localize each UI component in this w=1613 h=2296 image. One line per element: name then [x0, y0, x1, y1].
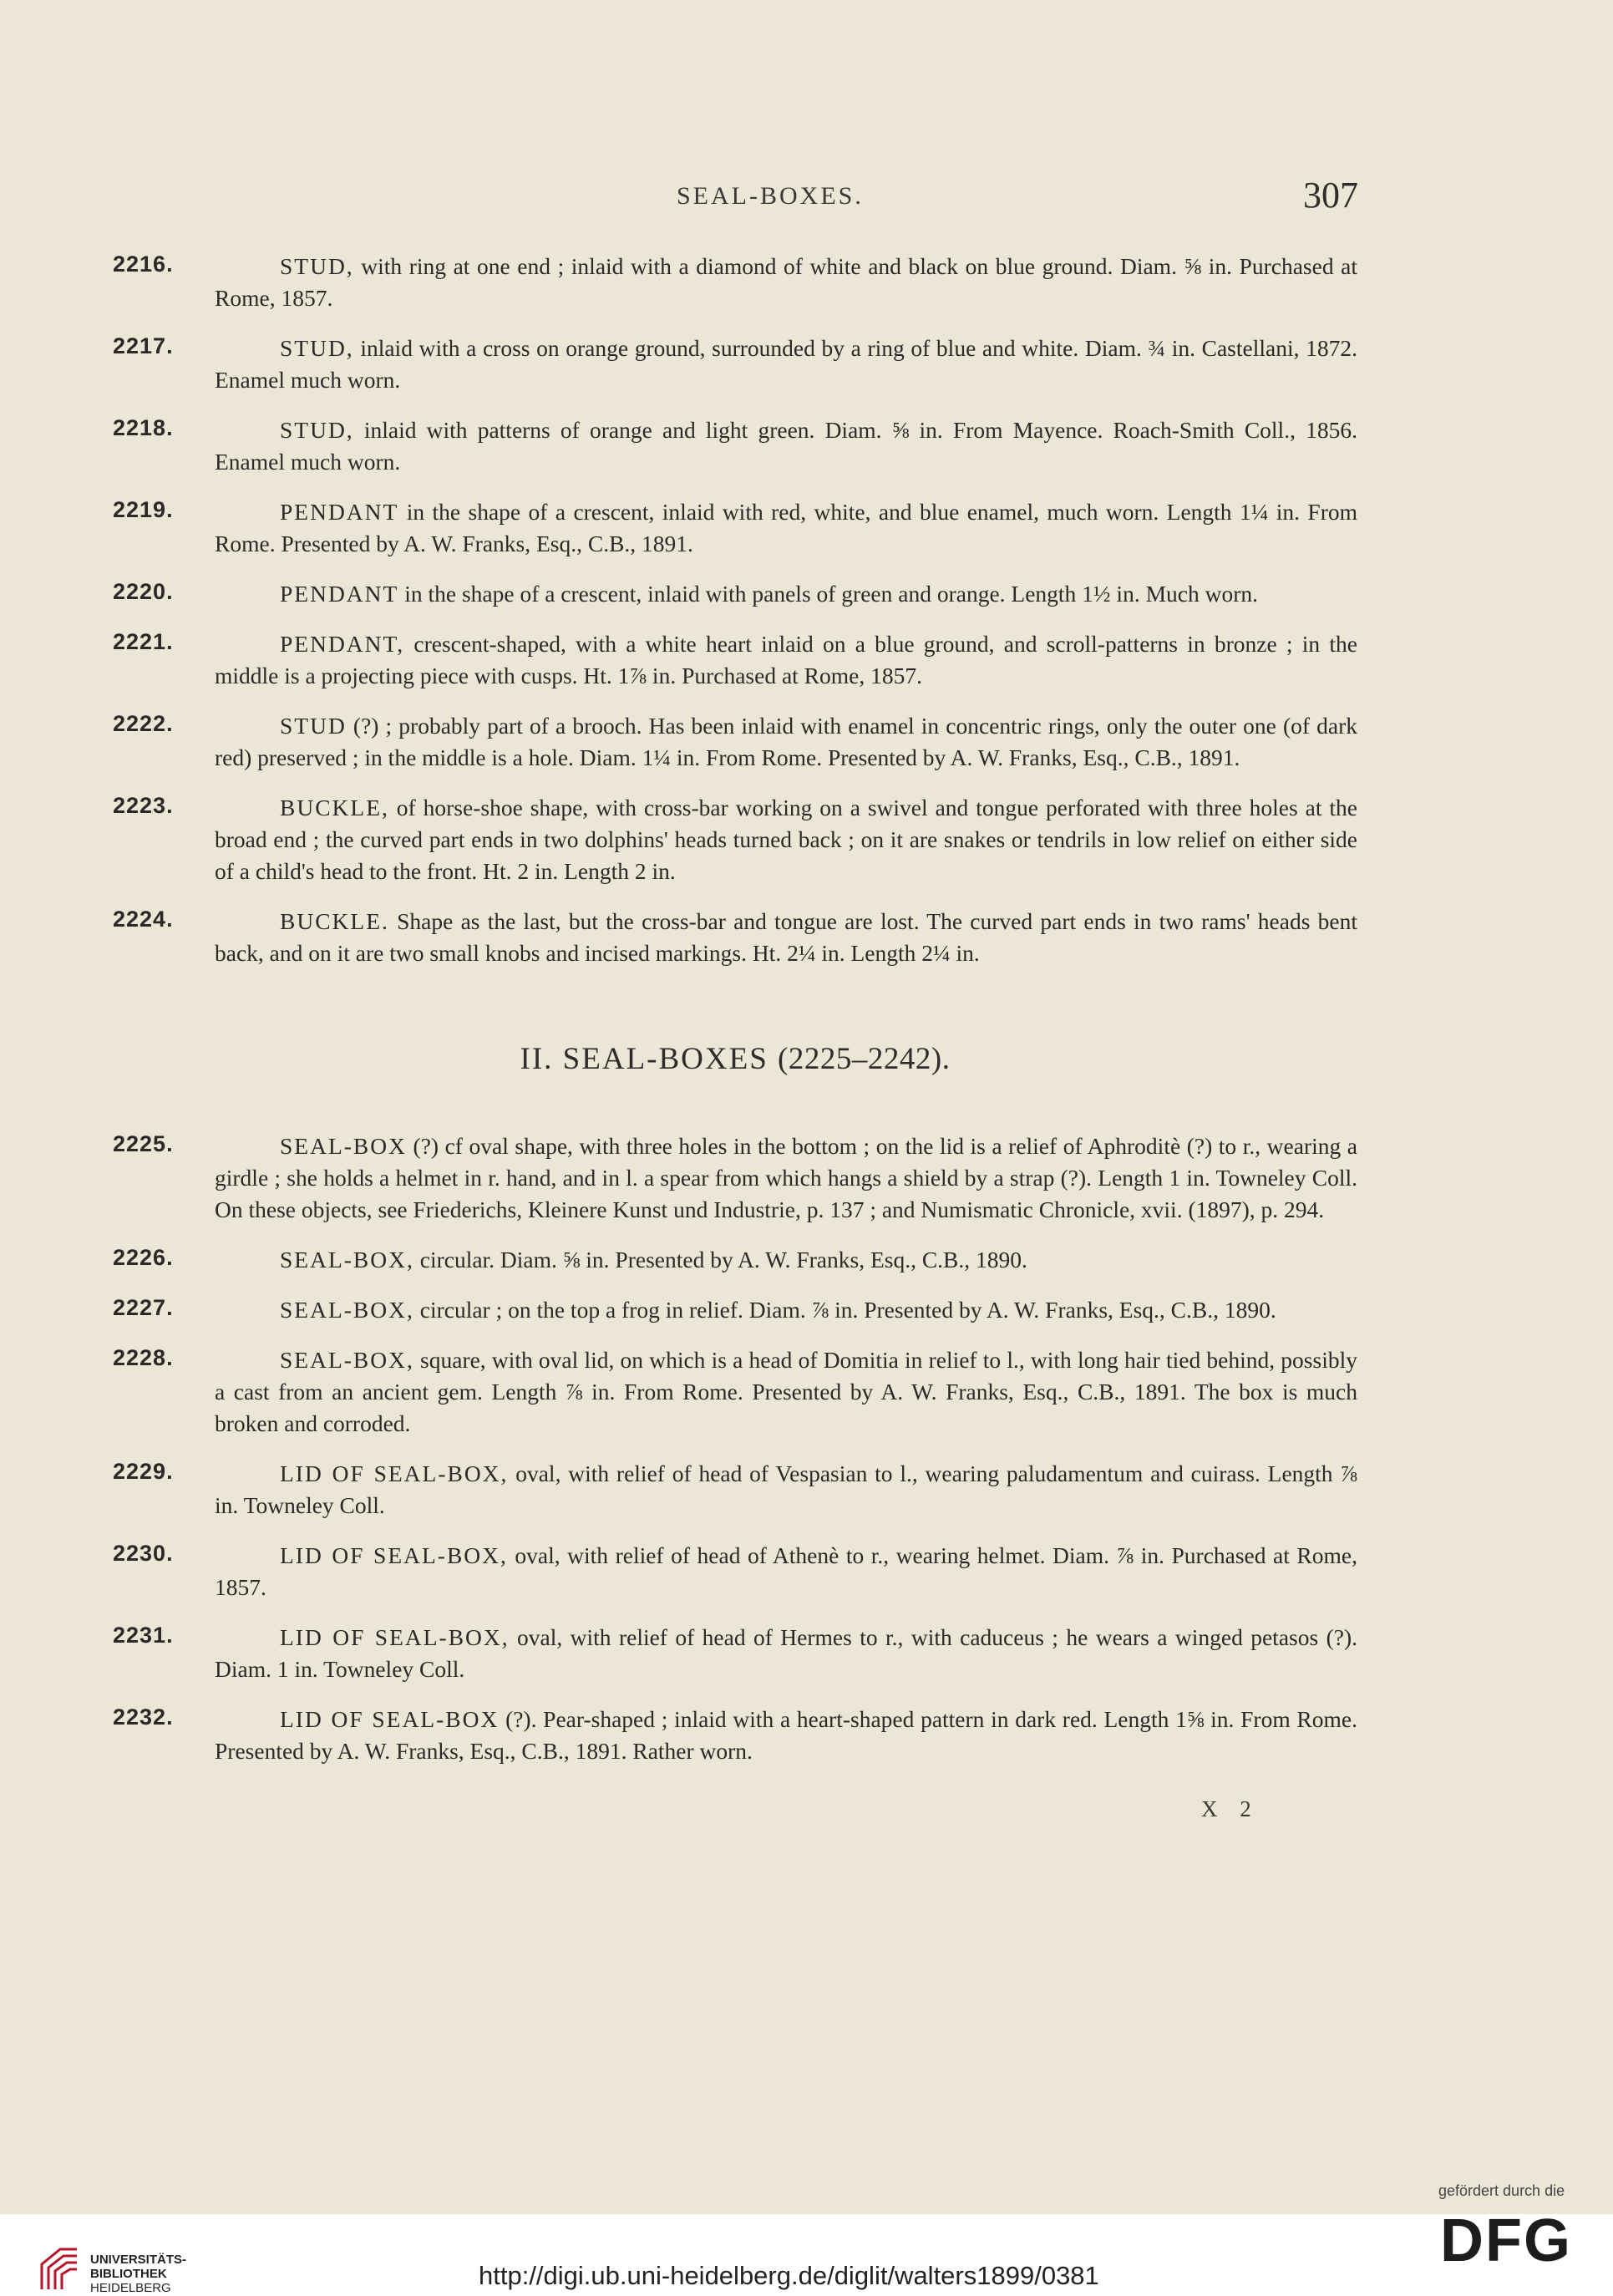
entry-description: inlaid with a cross on orange ground, surrounded by a ring of blue and white. Diam. ¾ in. Castellani, 1872. Enamel much worn.	[215, 335, 1357, 393]
entry-number: 2232.	[113, 1704, 174, 1730]
catalogue-entry	[113, 251, 1357, 314]
entry-description: in the shape of a crescent, inlaid with panels of green and orange. Length 1½ in. Much worn.	[398, 581, 1258, 607]
funding-label: gefördert durch die	[1438, 2182, 1565, 2199]
catalogue-entry	[113, 1704, 1357, 1767]
entry-heading: SEAL-BOX	[280, 1133, 407, 1159]
entry-body	[215, 1244, 1357, 1276]
entry-number: 2216.	[113, 251, 174, 277]
library-line-1: UNIVERSITÄTS-	[90, 2253, 187, 2267]
entry-heading: PENDANT	[280, 499, 399, 525]
entry-heading: LID OF SEAL-BOX,	[280, 1624, 510, 1650]
catalogue-entry	[113, 906, 1357, 969]
entry-heading: SEAL-BOX,	[280, 1297, 414, 1323]
entry-body	[215, 1458, 1357, 1521]
dfg-logo: DFG	[1440, 2207, 1572, 2274]
entry-number: 2224.	[113, 907, 174, 932]
catalogue-entry	[113, 333, 1357, 396]
running-title: SEAL-BOXES.	[677, 182, 864, 210]
entry-number: 2219.	[113, 497, 174, 522]
entry-number: 2221.	[113, 629, 174, 654]
entry-heading: BUCKLE.	[280, 908, 389, 934]
running-head	[0, 174, 1613, 224]
entry-description: of horse-shoe shape, with cross-bar working on a swivel and tongue perforated with three holes at the broad end ; the curved part ends in two dolphins' heads turned back ; on it are snakes or tendrils in low relief on either side of a child's head to the front. Ht. 2 in. Length 2 in.	[215, 795, 1357, 884]
entry-description: (?). Pear-shaped ; inlaid with a heart-shaped pattern in dark red. Length 1⅝ in. From Rome. Presented by A. W. Franks, Esq., C.B., 1891. Rather worn.	[215, 1706, 1357, 1764]
entry-heading: STUD,	[280, 335, 354, 361]
catalogue-entry	[113, 628, 1357, 692]
entry-heading: BUCKLE,	[280, 795, 389, 820]
entry-body	[215, 792, 1357, 887]
library-line-3: HEIDELBERG	[90, 2281, 171, 2295]
catalogue-entry	[113, 710, 1357, 774]
entry-body	[215, 333, 1357, 396]
entry-description: Shape as the last, but the cross-bar and tongue are lost. The curved part ends in two rams' heads bent back, and on it are two small knobs and incised markings. Ht. 2¼ in. Length 2¼ in.	[215, 908, 1357, 966]
entry-number: 2227.	[113, 1295, 174, 1320]
entry-heading: LID OF SEAL-BOX	[280, 1706, 500, 1732]
entry-body	[215, 496, 1357, 560]
library-name	[90, 2253, 186, 2295]
entry-number: 2225.	[113, 1131, 174, 1156]
entry-heading: PENDANT	[280, 581, 399, 607]
entry-heading: STUD	[280, 713, 347, 739]
entry-body	[215, 1130, 1357, 1226]
entry-description: oval, with relief of head of Athenè to r., wearing helmet. Diam. ⅞ in. Purchased at Rome, 1857.	[215, 1542, 1357, 1600]
entry-number: 2220.	[113, 579, 174, 604]
entry-body	[215, 906, 1357, 969]
entry-body	[215, 1622, 1357, 1685]
entry-description: (?) ; probably part of a brooch. Has been inlaid with enamel in concentric rings, only the outer one (of dark red) preserved ; in the middle is a hole. Diam. 1¼ in. From Rome. Presented by A. W. Franks, Esq., C.B., 1891.	[215, 713, 1357, 770]
entry-number: 2231.	[113, 1623, 174, 1648]
footer-bar	[0, 2214, 1613, 2296]
entry-body	[215, 578, 1357, 610]
entry-heading: STUD,	[280, 253, 354, 279]
entry-description: circular ; on the top a frog in relief. Diam. ⅞ in. Presented by A. W. Franks, Esq., C.B., 1890.	[413, 1297, 1276, 1323]
entry-body	[215, 1704, 1357, 1767]
entry-description: in the shape of a crescent, inlaid with red, white, and blue enamel, much worn. Length 1¼ in. From Rome. Presented by A. W. Franks, Esq., C.B., 1891.	[215, 499, 1357, 556]
entry-description: square, with oval lid, on which is a head of Domitia in relief to l., with long hair tied behind, possibly a cast from an ancient gem. Length ⅞ in. From Rome. Presented by A. W. Franks, Esq., C.B., 1891. The box is much broken and corroded.	[215, 1347, 1357, 1436]
entry-description: circular. Diam. ⅝ in. Presented by A. W. Franks, Esq., C.B., 1890.	[413, 1247, 1027, 1272]
entry-heading: LID OF SEAL-BOX,	[280, 1542, 508, 1568]
entry-body	[215, 710, 1357, 774]
entry-heading: LID OF SEAL-BOX,	[280, 1460, 509, 1486]
entry-body	[215, 1344, 1357, 1440]
entry-description: oval, with relief of head of Vespasian to l., wearing paludamentum and cuirass. Length ⅞ in. Towneley Coll.	[215, 1460, 1357, 1518]
entry-number: 2230.	[113, 1541, 174, 1566]
library-line-2: BIBLIOTHEK	[90, 2267, 167, 2281]
entry-number: 2218.	[113, 415, 174, 440]
entry-description: with ring at one end ; inlaid with a diamond of white and black on blue ground. Diam. ⅝ in. Purchased at Rome, 1857.	[215, 253, 1357, 311]
entry-body	[215, 1540, 1357, 1603]
entries-before-section	[113, 251, 1357, 969]
catalogue-entry	[113, 578, 1357, 610]
entries-after-section	[113, 1130, 1357, 1767]
entry-heading: PENDANT,	[280, 631, 405, 657]
permalink-url[interactable]: http://digi.ub.uni-heidelberg.de/diglit/walters1899/0381	[479, 2261, 1099, 2290]
catalogue-entry	[113, 1622, 1357, 1685]
entry-body	[215, 1294, 1357, 1326]
entry-number: 2229.	[113, 1459, 174, 1484]
catalogue-entry	[113, 1294, 1357, 1326]
section-title: II. SEAL-BOXES	[520, 1042, 768, 1076]
entry-description: (?) cf oval shape, with three holes in the bottom ; on the lid is a relief of Aphroditè (?) to r., wearing a girdle ; she holds a helmet in r. hand, and in l. a spear from which hangs a shield by a strap (?). Length 1 in. Towneley Coll. On these objects, see Friederichs, Kleinere Kunst und Industrie, p. 137 ; and Numismatic Chronicle, xvii. (1897), p. 294.	[215, 1133, 1357, 1222]
signature-mark: X 2	[1201, 1796, 1260, 1821]
entry-heading: SEAL-BOX,	[280, 1347, 414, 1373]
catalogue-entry	[113, 1244, 1357, 1276]
entry-number: 2222.	[113, 711, 174, 736]
entry-description: inlaid with patterns of orange and light green. Diam. ⅝ in. From Mayence. Roach-Smith Coll., 1856. Enamel much worn.	[215, 417, 1357, 475]
entry-body	[215, 628, 1357, 692]
entry-number: 2228.	[113, 1345, 174, 1370]
entry-description: crescent-shaped, with a white heart inlaid on a blue ground, and scroll-patterns in bronze ; in the middle is a projecting piece with cusps. Ht. 1⅞ in. Purchased at Rome, 1857.	[215, 631, 1357, 688]
entry-number: 2226.	[113, 1245, 174, 1270]
catalogue-entry	[113, 1344, 1357, 1440]
catalogue-entry	[113, 792, 1357, 887]
entry-heading: STUD,	[280, 417, 354, 443]
library-logo-icon	[38, 2246, 80, 2293]
catalogue-entry	[113, 1458, 1357, 1521]
catalogue-entry	[113, 1130, 1357, 1226]
section-heading	[113, 1041, 1357, 1077]
page-number: 307	[1303, 175, 1358, 216]
catalogue-entry	[113, 414, 1357, 478]
catalogue-entry	[113, 1540, 1357, 1603]
section-range: (2225–2242).	[778, 1042, 951, 1076]
entry-heading: SEAL-BOX,	[280, 1247, 414, 1272]
entry-number: 2223.	[113, 793, 174, 818]
catalogue-entry	[113, 496, 1357, 560]
entry-number: 2217.	[113, 333, 174, 358]
entry-body	[215, 251, 1357, 314]
entry-description: oval, with relief of head of Hermes to r., with caduceus ; he wears a winged petasos (?). Diam. 1 in. Towneley Coll.	[215, 1624, 1357, 1682]
entry-body	[215, 414, 1357, 478]
catalogue-entries	[113, 251, 1357, 1785]
